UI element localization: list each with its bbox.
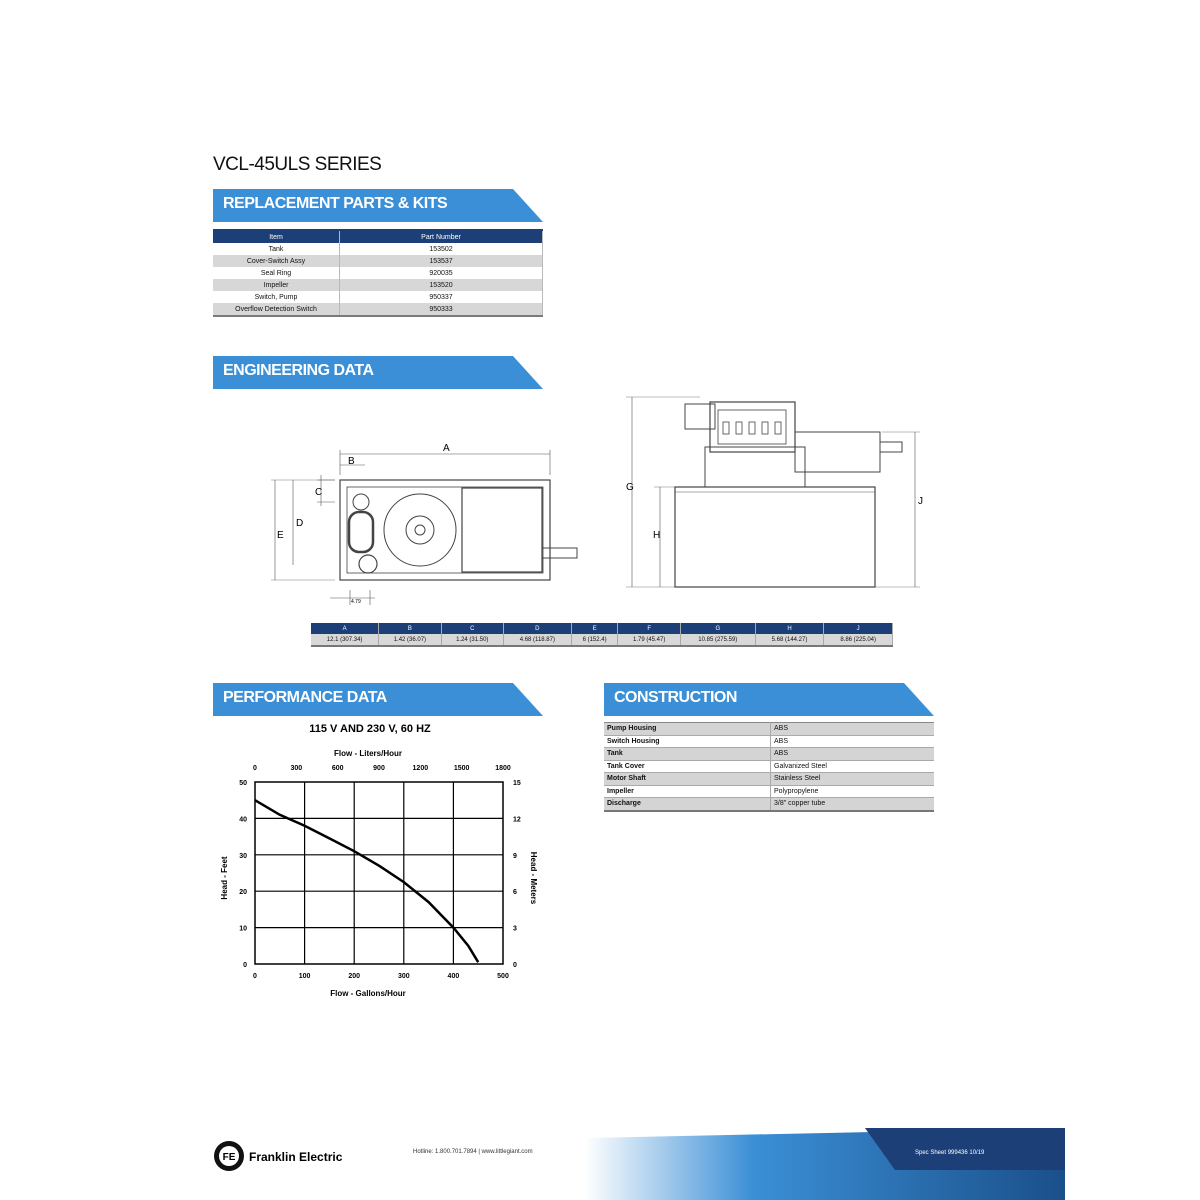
parts-item: Impeller [213, 279, 340, 291]
x-tick-label: 300 [397, 973, 410, 980]
construction-banner-title: CONSTRUCTION [614, 689, 737, 706]
chart-right-axis-label: Head - Meters [529, 851, 538, 905]
top-tick-label: 900 [373, 765, 385, 772]
cons-value: ABS [771, 723, 935, 736]
dim-header: B [379, 623, 441, 634]
dim-value: 10.85 (275.59) [680, 634, 755, 646]
table-row [213, 255, 543, 267]
parts-number: 920035 [340, 267, 543, 279]
series-title: VCL-45ULS SERIES [213, 154, 382, 175]
table-row [604, 785, 934, 798]
table-row [604, 773, 934, 786]
y-tick-label: 0 [243, 962, 247, 969]
dim-header: G [680, 623, 755, 634]
chart-top-axis-label: Flow - Liters/Hour [334, 749, 402, 758]
parts-number: 153520 [340, 279, 543, 291]
dim-header: E [571, 623, 618, 634]
right-tick-label: 9 [513, 852, 517, 860]
chart-x-axis-label: Flow - Gallons/Hour [330, 989, 406, 998]
cons-key: Discharge [604, 798, 771, 811]
dim-value: 5.68 (144.27) [755, 634, 824, 646]
parts-item: Switch, Pump [213, 291, 340, 303]
parts-header-part: Part Number [340, 230, 543, 243]
parts-number: 950333 [340, 303, 543, 316]
dim-header: D [503, 623, 571, 634]
y-tick-label: 20 [239, 889, 247, 897]
cons-value: 3/8" copper tube [771, 798, 935, 811]
parts-number: 950337 [340, 291, 543, 303]
parts-item: Overflow Detection Switch [213, 303, 340, 316]
performance-banner-title: PERFORMANCE DATA [223, 689, 387, 706]
x-tick-label: 100 [298, 973, 311, 980]
performance-chart [213, 718, 543, 1008]
table-row [213, 267, 543, 279]
dim-value: 4.68 (118.87) [503, 634, 571, 646]
cons-key: Impeller [604, 785, 771, 798]
right-tick-label: 12 [513, 816, 521, 824]
dimension-table [311, 623, 893, 647]
footer-contact: Hotline: 1.800.701.7894 | www.littlegiant.com [413, 1149, 533, 1155]
spec-sheet-label: Spec Sheet 999436 10/19 [915, 1150, 985, 1156]
x-tick-label: 0 [253, 973, 257, 980]
label-j: J [918, 496, 923, 507]
top-view-drawing [265, 440, 585, 610]
label-c: C [315, 487, 323, 498]
cons-value: ABS [771, 735, 935, 748]
top-tick-label: 0 [253, 765, 257, 772]
parts-item: Tank [213, 243, 340, 255]
cons-value: Polypropylene [771, 785, 935, 798]
right-tick-label: 6 [513, 889, 517, 897]
parts-banner [213, 189, 543, 222]
table-row [213, 303, 543, 316]
label-b: B [348, 456, 355, 467]
cons-key: Tank [604, 748, 771, 761]
y-tick-label: 10 [239, 925, 247, 933]
dim-note: 4.79 [351, 599, 361, 605]
table-row [213, 279, 543, 291]
top-tick-label: 1200 [412, 765, 429, 772]
cons-value: Galvanized Steel [771, 760, 935, 773]
construction-table [604, 722, 934, 812]
side-view-drawing [620, 392, 940, 592]
chart-series-line [255, 800, 478, 962]
y-tick-label: 40 [239, 816, 247, 824]
parts-item: Seal Ring [213, 267, 340, 279]
cons-value: ABS [771, 748, 935, 761]
chart-grid [255, 782, 503, 964]
right-tick-label: 15 [513, 780, 521, 787]
top-tick-label: 300 [290, 765, 303, 772]
table-row [213, 291, 543, 303]
top-tick-label: 600 [331, 765, 344, 772]
cons-key: Pump Housing [604, 723, 771, 736]
franklin-electric-logo [213, 1138, 393, 1178]
parts-item: Cover-Switch Assy [213, 255, 340, 267]
dim-value: 12.1 (307.34) [311, 634, 379, 646]
chart-frame [255, 782, 503, 964]
brand-name: Franklin Electric [249, 1150, 343, 1164]
label-d: D [296, 518, 304, 529]
right-tick-label: 3 [513, 925, 517, 933]
dim-value: 8.86 (225.04) [824, 634, 893, 646]
table-row [604, 723, 934, 736]
cons-key: Tank Cover [604, 760, 771, 773]
parts-table [213, 229, 543, 317]
table-row [604, 760, 934, 773]
footer-band [585, 1128, 1065, 1200]
y-tick-label: 50 [239, 780, 247, 787]
dim-header: F [618, 623, 680, 634]
label-a: A [443, 443, 450, 454]
dim-header: J [824, 623, 893, 634]
logo-letter: FE [222, 1152, 236, 1163]
table-row [604, 735, 934, 748]
table-row [604, 748, 934, 761]
dim-header: A [311, 623, 379, 634]
chart-title: 115 V AND 230 V, 60 HZ [309, 723, 431, 735]
x-tick-label: 400 [447, 973, 460, 980]
performance-banner [213, 683, 543, 716]
x-tick-label: 500 [497, 973, 509, 980]
dim-value: 1.24 (31.50) [441, 634, 503, 646]
dim-value: 1.79 (45.47) [618, 634, 680, 646]
chart-ticks [239, 765, 521, 980]
cons-key: Motor Shaft [604, 773, 771, 786]
right-tick-label: 0 [513, 962, 517, 969]
cons-key: Switch Housing [604, 735, 771, 748]
parts-banner-title: REPLACEMENT PARTS & KITS [223, 195, 448, 212]
x-tick-label: 200 [348, 973, 361, 980]
label-g: G [626, 482, 634, 493]
table-row [604, 798, 934, 811]
cons-value: Stainless Steel [771, 773, 935, 786]
table-row [213, 243, 543, 255]
dim-value: 6 (152.4) [571, 634, 618, 646]
label-h: H [653, 530, 661, 541]
dim-header: C [441, 623, 503, 634]
table-row [311, 634, 893, 646]
construction-banner [604, 683, 934, 716]
parts-number: 153502 [340, 243, 543, 255]
dim-value: 1.42 (36.07) [379, 634, 441, 646]
dim-header: H [755, 623, 824, 634]
y-tick-label: 30 [239, 852, 247, 860]
chart-y-axis-label: Head - Feet [220, 856, 229, 900]
parts-number: 153537 [340, 255, 543, 267]
parts-header-item: Item [213, 230, 340, 243]
label-e: E [277, 530, 284, 541]
engineering-banner [213, 356, 543, 389]
engineering-banner-title: ENGINEERING DATA [223, 362, 374, 379]
top-tick-label: 1800 [495, 765, 511, 772]
top-tick-label: 1500 [453, 765, 470, 772]
